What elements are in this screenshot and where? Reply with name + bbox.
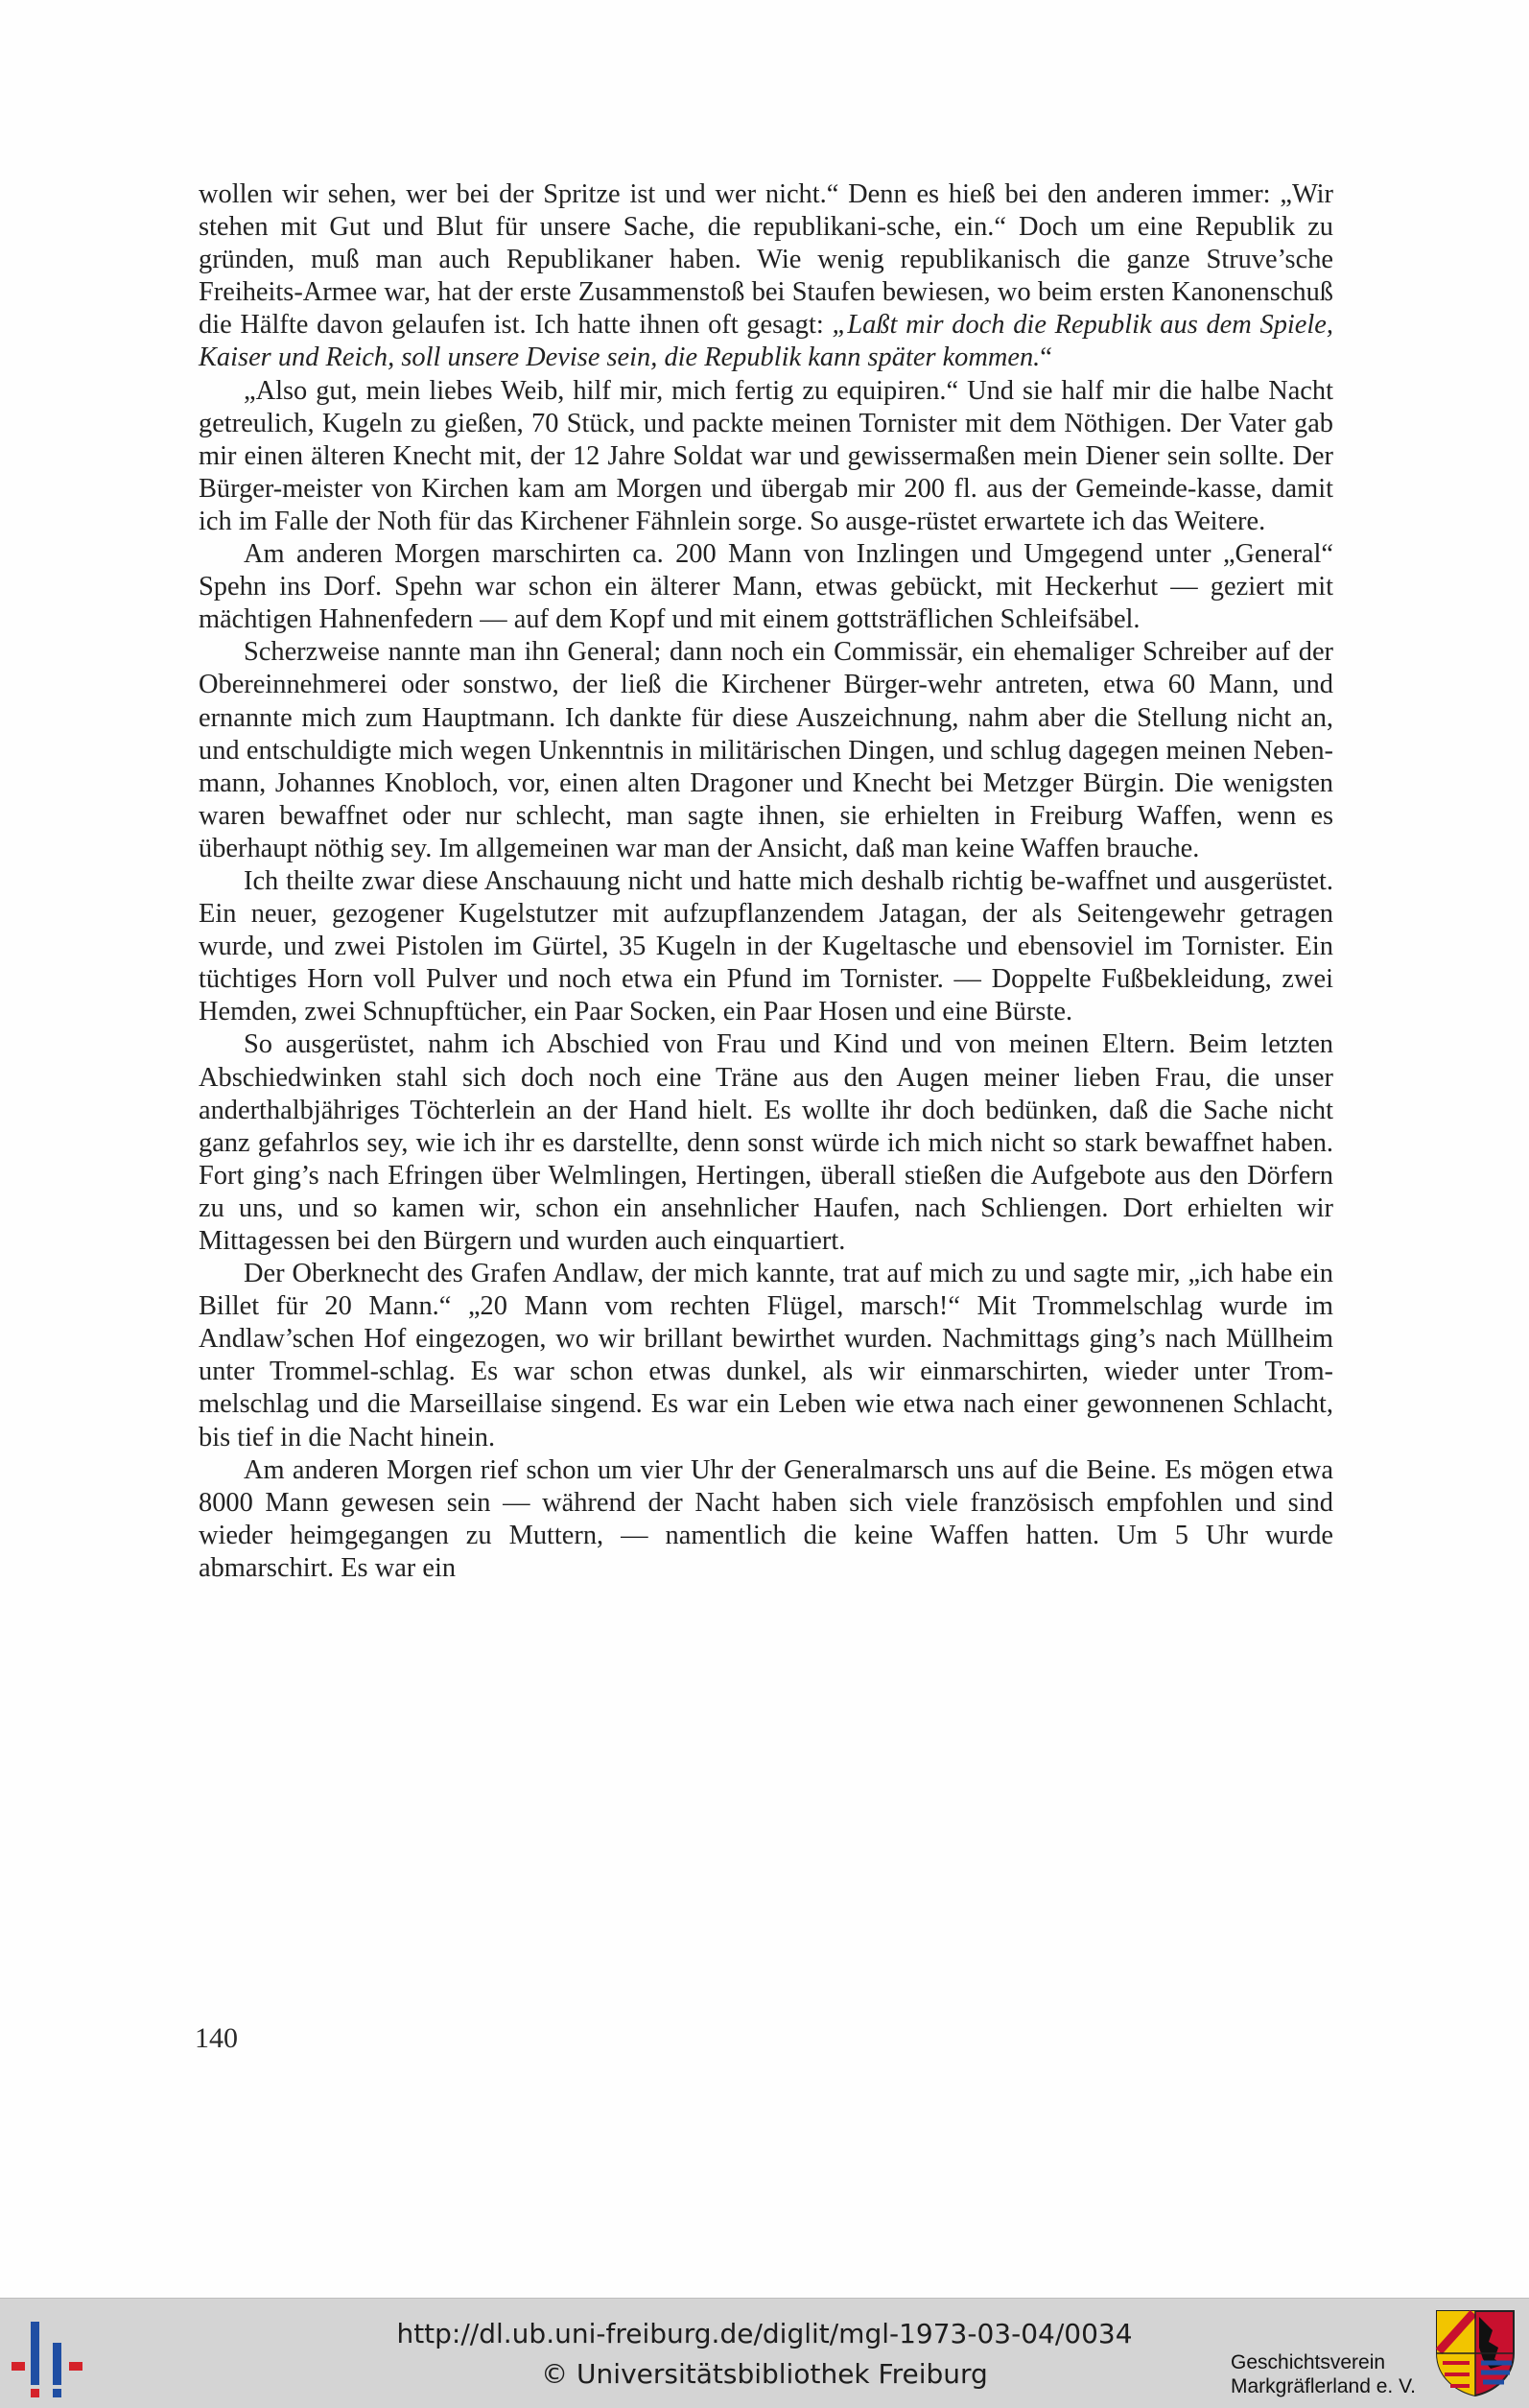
text-run: Der Oberknecht des Grafen Andlaw, der mich kannte, trat auf mich zu und sagte mir, „ich habe ein Billet für 20 Mann.“ „20 Mann vom rechten Flügel, marsch!“ Mit Trommelschlag wurde im Andlaw’schen Hof eingezogen, wo wir brillant bewirthet wurden. Nachmittags ging’s nach Müllheim unter Trommel-schlag. Es war schon etwas dunkel, als wir einmarschirten, wieder unter Trom-melschlag und die Marseillaise singend. Es war ein Leben wie etwa nach einer gewonnenen Schlacht, bis tief in die Nacht hinein.: [199, 1259, 1333, 1452]
society-name: [1231, 2350, 1416, 2398]
text-run: “: [1040, 342, 1052, 373]
text-run: Am anderen Morgen rief schon um vier Uhr der Generalmarsch uns auf die Beine. Es mögen etwa 8000 Mann gewesen sein — während der Nacht haben sich viele französisch empfohlen und sind wieder heimgegangen zu Muttern, — namentlich die keine Waffen hatten. Um 5 Uhr wurde abmarschirt. Es war ein: [199, 1454, 1333, 1583]
paragraph: [199, 1258, 1333, 1454]
library-footer: [0, 2298, 1529, 2408]
text-run: „Also gut, mein liebes Weib, hilf mir, mich fertig zu equipiren.“ Und sie half mir die halbe Nacht getreulich, Kugeln zu gießen, 70 Stück, und packte meinen Tornister mit dem Nöthigen. Der Vater gab mir einen älteren Knecht mit, der 12 Jahre Soldat war und gewissermaßen mein Diener sein sollte. Der Bürger-meister von Kirchen kam am Morgen und übergab mir 200 fl. aus der Gemeinde-kasse, damit ich im Falle der Noth für das Kirchener Fähnlein sorge. So ausge-rüstet erwartete ich das Weitere.: [199, 375, 1333, 536]
paragraph: [199, 865, 1333, 1028]
text-run: wollen wir sehen, wer bei der Spritze ist und wer nicht.“ Denn es hieß bei den anderen immer: „Wir stehen mit Gut und Blut für unsere Sache, die republikani-sche, ein.“ Doch um eine Republik zu gründen, muß man auch Republikaner haben. Wie wenig republikanisch die ganze Struve’sche Freiheits-Armee war, hat der erste Zusammenstoß bei Staufen bewiesen, wo beim ersten Kanonenschuß die Hälfte davon gelaufen ist. Ich hatte ihnen oft gesagt:: [199, 179, 1333, 341]
text-run: So ausgerüstet, nahm ich Abschied von Frau und Kind und von meinen Eltern. Beim letzten Abschiedwinken stahl sich doch noch eine Träne aus den Augen meiner lieben Frau, die unser anderthalbjähriges Töchterlein an der Hand hielt. Es wollte ihr doch bedünken, daß die Sache nicht ganz gefahrlos sey, wie ich ihr es darstellte, denn sonst würde ich mich nicht so stark bewaffnet haben. Fort ging’s nach Efringen über Welmlingen, Hertingen, überall stießen die Aufgebote aus den Dörfern zu uns, und so kamen wir, schon ein ansehnlicher Haufen, nach Schliengen. Dort erhielten wir Mittagessen bei den Bürgern und wurden auch einquartiert.: [199, 1029, 1333, 1256]
permalink-link[interactable]: http://dl.ub.uni-freiburg.de/diglit/mgl-1973-03-04/0034: [396, 2318, 1133, 2349]
paragraph: [199, 636, 1333, 865]
paragraph: [199, 375, 1333, 538]
copyright-notice: © Universitätsbibliothek Freiburg: [541, 2358, 988, 2390]
paragraph: [199, 178, 1333, 375]
paragraph: [199, 1028, 1333, 1258]
page-number: 140: [195, 2022, 238, 2054]
text-run: Ich theilte zwar diese Anschauung nicht und hatte mich deshalb richtig be-waffnet und ausgerüstet. Ein neuer, gezogener Kugelstutzer mit aufzupflanzendem Jatagan, der als Seitengewehr getragen wurde, und zwei Pistolen im Gürtel, 35 Kugeln in der Kugeltasche und ebensoviel im Tornister. Ein tüchtiges Horn voll Pulver und noch etwa ein Pfund im Tornister. — Doppelte Fußbekleidung, zwei Hemden, zwei Schnupftücher, ein Paar Socken, ein Paar Hosen und eine Bürste.: [199, 865, 1333, 1027]
article-text: [199, 178, 1333, 1585]
italic-quote: „Laßt mir doch die Republik aus dem Spiele, Kaiser und Reich, soll unsere Devise sein, die Republik kann später kommen.: [199, 310, 1333, 373]
paragraph: [199, 538, 1333, 636]
society-name-line2: Markgräflerland e. V.: [1231, 2375, 1416, 2397]
text-run: Am anderen Morgen marschirten ca. 200 Mann von Inzlingen und Umgegend unter „General“ Spehn ins Dorf. Spehn war schon ein älterer Mann, etwas gebückt, mit Heckerhut — geziert mit mächtigen Hahnenfedern — auf dem Kopf und mit einem gottsträflichen Schleifsäbel.: [199, 539, 1333, 635]
paragraph: [199, 1454, 1333, 1585]
coat-of-arms-icon[interactable]: [1435, 2309, 1516, 2397]
text-run: Scherzweise nannte man ihn General; dann noch ein Commissär, ein ehemaliger Schreiber auf der Obereinnehmerei oder sonstwo, der ließ die Kirchener Bürger-wehr antreten, etwa 60 Mann, und ernannte mich zum Hauptmann. Ich dankte für diese Auszeichnung, nahm aber die Stellung nicht an, und entschuldigte mich wegen Unkenntnis in militärischen Dingen, und schlug dagegen meinen Neben-mann, Johannes Knobloch, vor, einen alten Dragoner und Knecht bei Metzger Bürgin. Die wenigsten waren bewaffnet oder nur schlecht, man sagte ihnen, sie erhielten in Freiburg Waffen, wenn es überhaupt nöthig sey. Im allgemeinen war man der Ansicht, daß man keine Waffen brauche.: [199, 637, 1333, 863]
permalink: [0, 2318, 1529, 2349]
society-name-line1: Geschichtsverein: [1231, 2351, 1386, 2373]
